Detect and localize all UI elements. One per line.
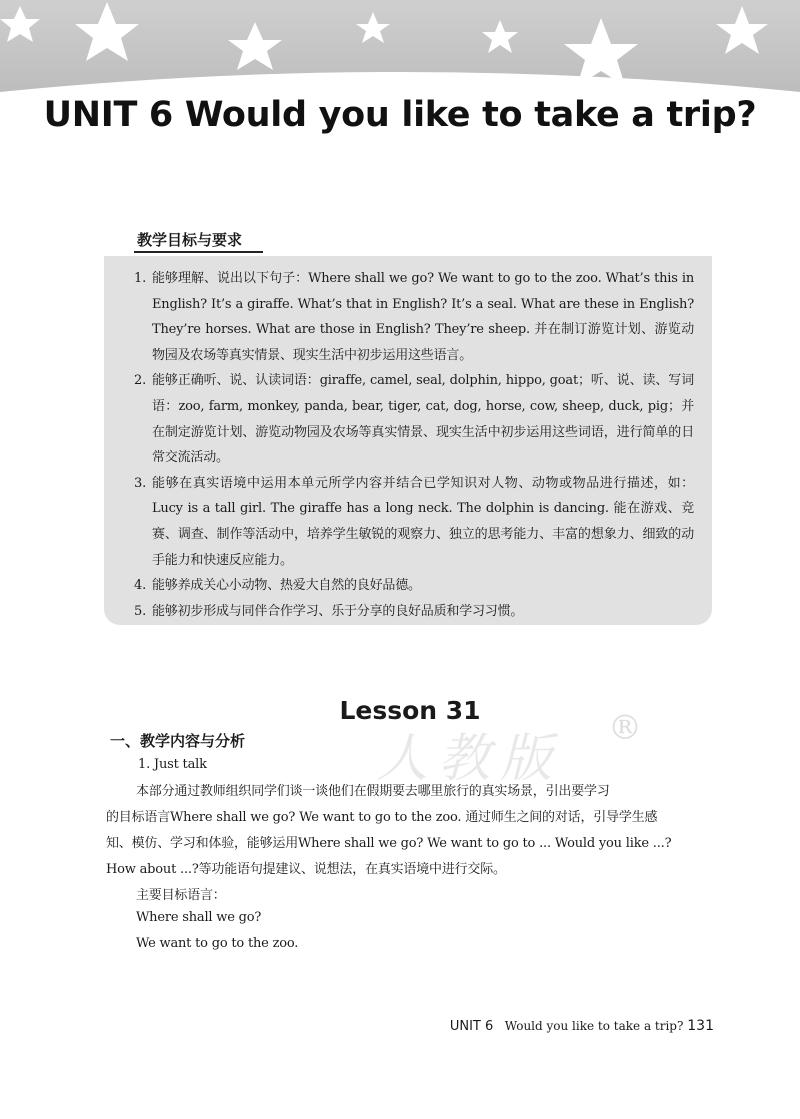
objective-item [134,266,694,368]
footer-title: Would you like to take a trip? [504,1019,684,1033]
objective-number: 5. [134,603,147,619]
registered-mark: ® [608,708,642,748]
unit-title: UNIT 6 Would you like to take a trip? [43,95,757,135]
section-heading: 一、教学内容与分析 [110,732,246,750]
objectives-list [104,256,712,624]
subsection-title: 1. Just talk [138,757,207,772]
footer-unit-label: UNIT 6 [449,1019,494,1034]
objective-item [134,368,694,470]
objective-text: 能够在真实语境中运用本单元所学内容并结合已学知识对人物、动物或物品进行描述，如：Lucy is a tall girl. The giraffe has a long neck. The dolphin is dancing. 能在游戏、竞赛、调查、制作等活动中，培养学生敏锐的观察力、独立的思考能力、丰富的想象力、细致的动手能力和快速反应能力。 [152,475,694,568]
objective-number: 2. [134,373,147,389]
target-sentence: We want to go to the zoo. [136,936,299,951]
objective-text: 能够理解、说出以下句子：Where shall we go? We want to go to the zoo. What’s this in English? It’s a giraffe. What’s that in English? It’s a seal. What are these in English? They’re horses. What are those in English? They’re sheep. 并在制订游览计划、游览动物园及农场等真实情景、现实生活中初步运用这些语言。 [152,271,694,363]
page-footer [0,1018,714,1034]
lesson-title: Lesson 31 [339,696,481,725]
paragraph-line: 本部分通过教师组织同学们谈一谈他们在假期要去哪里旅行的真实场景，引出要学习 [136,784,610,799]
objective-item [134,471,694,573]
objective-text: 能够初步形成与同伴合作学习、乐于分享的良好品质和学习习惯。 [152,603,524,619]
watermark-text: 人教版 [376,729,563,789]
paragraph-line: 知、模仿、学习和体验，能够运用Where shall we go? We want to go to ... Would you like ...? [106,836,672,851]
objective-text: 能够养成关心小动物、热爱大自然的良好品德。 [152,578,421,594]
paragraph-line: How about ...?等功能语句提建议、说想法，在真实语境中进行交际。 [106,862,506,877]
objectives-underline [134,251,263,253]
page-number: 131 [687,1018,714,1034]
paragraph-line: 的目标语言Where shall we go? We want to go to the zoo. 通过师生之间的对话，引导学生感 [106,810,658,825]
objectives-heading: 教学目标与要求 [137,231,243,249]
objective-number: 4. [134,578,147,594]
objective-number: 1. [134,271,147,286]
objectives-box [104,256,712,625]
target-language-label: 主要目标语言： [136,888,226,903]
target-sentence: Where shall we go? [136,910,262,925]
objective-number: 3. [134,475,147,491]
objective-item [134,573,694,599]
objective-text: 能够正确听、说、认读词语：giraffe, camel, seal, dolphin, hippo, goat；听、说、读、写词语：zoo, farm, monkey, panda, bear, tiger, cat, dog, horse, cow, sheep, duck, pig；并在制定游览计划、游览动物园及农场等真实情景、现实生活中初步运用这些词语，进行简单的日常交流活动。 [152,373,694,466]
objective-item [134,599,694,625]
